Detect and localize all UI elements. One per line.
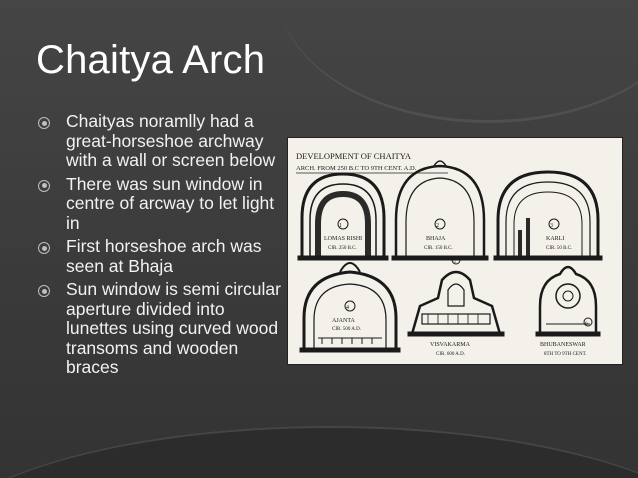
panel-2-name: BHAJA [426, 236, 446, 242]
panel-1-date: CIR. 250 B.C. [328, 246, 357, 251]
panel-2-number: 2 [436, 223, 439, 229]
decorative-swoosh-bottom [0, 426, 638, 478]
bullet-text: First horseshoe arch was seen at Bhaja [66, 236, 262, 276]
panel-3-name: KARLI [546, 236, 565, 242]
panel-4-name: AJANTA [332, 318, 355, 324]
bullet-text: Chaityas noramlly had a great-horseshoe archway with a wall or screen below [66, 111, 276, 170]
arch-drawing-ajanta [300, 263, 400, 352]
panel-6-name: BHUBANESWAR [540, 342, 586, 348]
panel-5-name: VISVAKARMA [430, 342, 470, 348]
bullet-icon [38, 242, 50, 254]
slide-title: Chaitya Arch [36, 38, 266, 82]
panel-3-number: 3 [550, 223, 553, 229]
decorative-swoosh-top [278, 0, 638, 123]
panel-6-date: 8TH TO 9TH CENT. [544, 352, 587, 357]
bullet-icon [38, 117, 50, 129]
arch-drawings [288, 138, 622, 364]
arch-drawing-visvakarma [408, 256, 504, 336]
panel-3-date: CIR. 50 B.C. [546, 246, 573, 251]
chaitya-arch-illustration [288, 138, 622, 364]
panel-5-date: CIR. 600 A.D. [436, 352, 466, 357]
bullet-item [38, 280, 288, 378]
panel-5-number: 5 [453, 259, 456, 265]
bullet-icon [38, 180, 50, 192]
bullet-list [38, 112, 288, 382]
bullet-text: There was sun window in centre of arcway to let light in [66, 173, 275, 233]
panel-4-number: 4 [346, 305, 349, 311]
panel-2-date: CIR. 150 B.C. [424, 246, 453, 251]
figure-heading-line2: ARCH. FROM 250 B.C TO 9TH CENT. A.D. [296, 165, 417, 172]
bullet-text: Sun window is semi circular aperture divided into lunettes using curved wood transoms and wooden braces [66, 279, 281, 377]
figure-heading-line1: DEVELOPMENT OF CHAITYA [296, 151, 412, 161]
panel-1-number: 1 [339, 223, 342, 229]
bullet-item [38, 112, 288, 171]
bullet-item [38, 237, 288, 276]
arch-drawing-bhubaneswar [536, 267, 600, 336]
panel-1-name: LOMAS RISHI [324, 236, 363, 242]
panel-4-date: CIR. 500 A.D. [332, 327, 362, 332]
bullet-icon [38, 285, 50, 297]
panel-6-number: 6 [585, 321, 588, 327]
bullet-item [38, 175, 288, 234]
